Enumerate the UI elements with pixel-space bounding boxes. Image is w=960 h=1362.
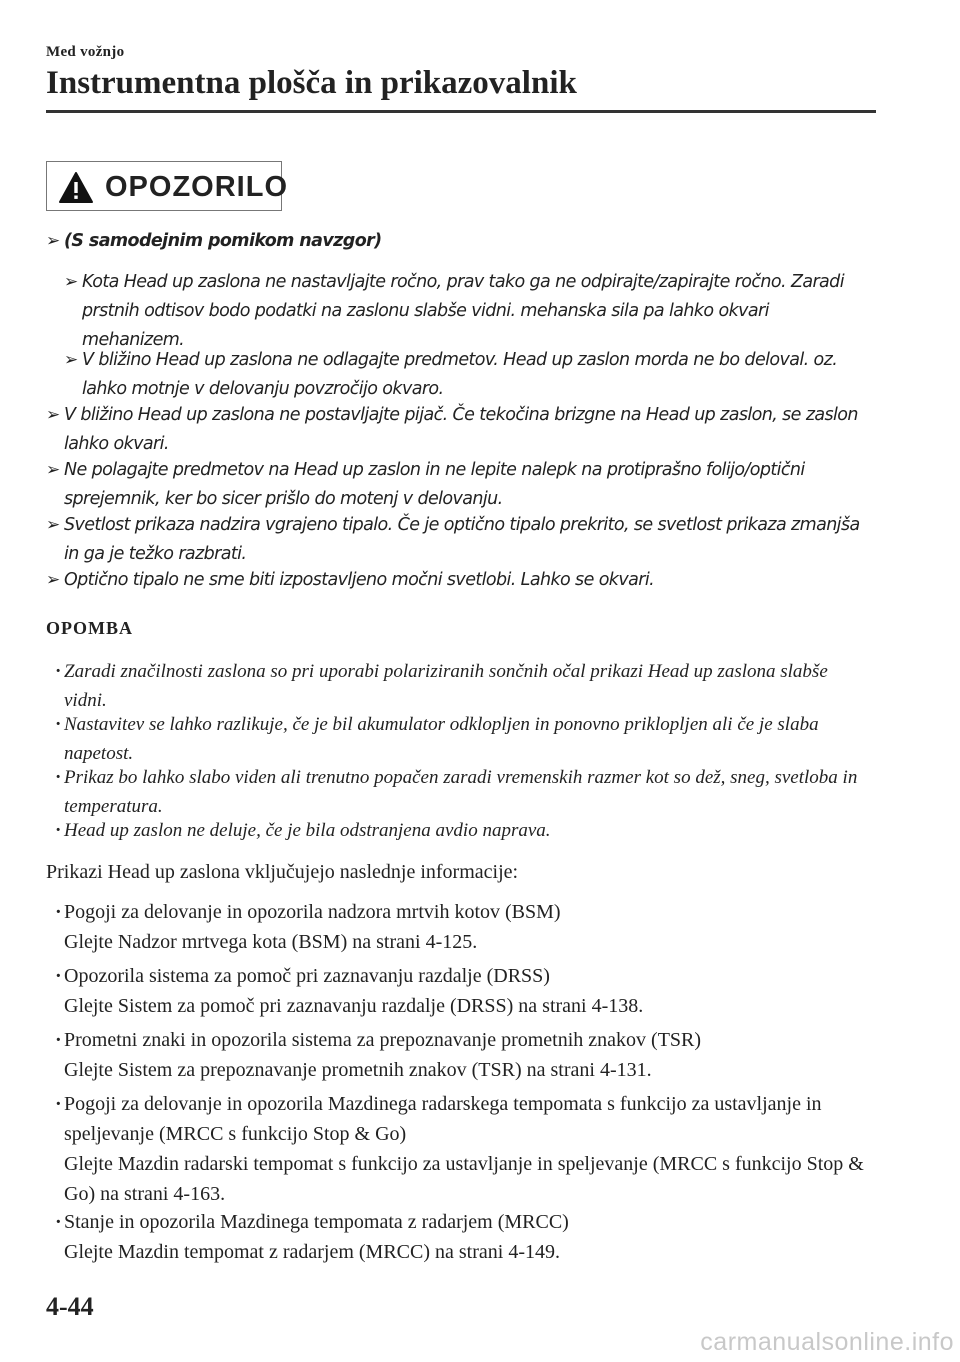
note-item: · Head up zaslon ne deluje, če je bila odstranjena avdio naprava.: [55, 820, 551, 841]
arrow-bullet-icon: ➢: [46, 460, 60, 480]
note-item: · Prikaz bo lahko slabo viden ali trenutno popačen zaradi vremenskih razmer kot so dež, sneg, svetloba in temperatura.: [55, 767, 858, 817]
info-item-description: Pogoji za delovanje in opozorila Mazdinega radarskega tempomata s funkcijo za ustavljanje in speljevanje (MRCC s funkcijo Stop & Go): [64, 1093, 822, 1145]
info-list-item: · Pogoji za delovanje in opozorila Mazdinega radarskega tempomata s funkcijo za ustavljanje in speljevanje (MRCC s funkcijo Stop & Go) Glejte Mazdin radarski tempomat s funkcijo za ustavljanje in speljevanje (MRCC s funkcijo Stop & Go) na strani 4-163.: [46, 1089, 866, 1209]
warning-item: ➢ V bližino Head up zaslona ne postavljajte pijač. Če tekočina brizgne na Head up zaslon, se zaslon lahko okvari.: [46, 401, 870, 459]
page-number: 4-44: [46, 1292, 94, 1321]
arrow-bullet-icon: ➢: [46, 231, 60, 251]
info-item-description: Stanje in opozorila Mazdinega tempomata z radarjem (MRCC): [64, 1211, 569, 1233]
watermark: carmanualsonline.info: [700, 1328, 954, 1356]
page-title: Instrumentna plošča in prikazovalnik: [46, 65, 577, 101]
info-item-description: Pogoji za delovanje in opozorila nadzora mrtvih kotov (BSM): [64, 901, 561, 923]
warning-item: ➢ Optično tipalo ne sme biti izpostavljeno močni svetlobi. Lahko se okvari.: [46, 566, 870, 595]
warning-item: ➢ Ne polagajte predmetov na Head up zaslon in ne lepite nalepk na protiprašno folijo/optični sprejemnik, ker bo sicer prišlo do motenj v delovanju.: [46, 456, 870, 514]
info-item-reference: Glejte Sistem za prepoznavanje prometnih znakov (TSR) na strani 4-131.: [64, 1059, 652, 1081]
arrow-bullet-icon: ➢: [46, 570, 60, 590]
info-item-description: Prometni znaki in opozorila sistema za prepoznavanje prometnih znakov (TSR): [64, 1029, 702, 1051]
info-item-reference: Glejte Sistem za pomoč pri zaznavanju razdalje (DRSS) na strani 4-138.: [64, 995, 644, 1017]
warning-item: ➢ Svetlost prikaza nadzira vgrajeno tipalo. Če je optično tipalo prekrito, se svetlost prikaza zmanjša in ga je težko razbrati.: [46, 511, 870, 569]
warning-subitem: ➢ Kota Head up zaslona ne nastavljajte ročno, prav tako ga ne odpirajte/zapirajte ročno. Zaradi prstnih odtisov bodo podatki na zaslonu slabše vidni. mehanska sila pa lahko okvari mehanizem.: [64, 268, 870, 355]
note-item: · Zaradi značilnosti zaslona so pri uporabi polariziranih sončnih očal prikazi Head up zaslona slabše vidni.: [55, 661, 828, 711]
arrow-bullet-icon: ➢: [46, 405, 60, 425]
info-item-reference: Glejte Nadzor mrtvega kota (BSM) na strani 4-125.: [64, 931, 478, 953]
info-item-reference: Glejte Mazdin radarski tempomat s funkcijo za ustavljanje in speljevanje (MRCC s funkcijo Stop & Go) na strani 4-163.: [64, 1153, 864, 1205]
warning-heading: ➢ (S samodejnim pomikom navzgor): [46, 227, 866, 256]
info-item-description: Opozorila sistema za pomoč pri zaznavanju razdalje (DRSS): [64, 965, 550, 987]
section-label: Med vožnjo: [46, 44, 125, 60]
arrow-bullet-icon: ➢: [46, 515, 60, 535]
info-list-item: · Prometni znaki in opozorila sistema za prepoznavanje prometnih znakov (TSR) Glejte Sistem za prepoznavanje prometnih znakov (TSR) na strani 4-131.: [46, 1025, 866, 1085]
note-heading: OPOMBA: [46, 618, 133, 638]
warning-triangle-icon: [58, 171, 94, 204]
warning-label: OPOZORILO: [105, 171, 288, 203]
arrow-bullet-icon: ➢: [64, 350, 78, 370]
arrow-bullet-icon: ➢: [64, 272, 78, 292]
note-item: · Nastavitev se lahko razlikuje, če je bil akumulator odklopljen in ponovno priklopljen ali če je slaba napetost.: [55, 714, 819, 764]
warning-subitem: ➢ V bližino Head up zaslona ne odlagajte predmetov. Head up zaslon morda ne bo deloval. oz. lahko motnje v delovanju povzročijo okvaro.: [64, 346, 870, 404]
intro-text: Prikazi Head up zaslona vključujejo naslednje informacije:: [46, 861, 519, 883]
title-rule: [46, 110, 876, 113]
info-list-item: · Pogoji za delovanje in opozorila nadzora mrtvih kotov (BSM) Glejte Nadzor mrtvega kota (BSM) na strani 4-125.: [46, 897, 866, 957]
warning-box: [46, 161, 288, 211]
info-item-reference: Glejte Mazdin tempomat z radarjem (MRCC) na strani 4-149.: [64, 1241, 560, 1263]
info-list-item: · Opozorila sistema za pomoč pri zaznavanju razdalje (DRSS) Glejte Sistem za pomoč pri zaznavanju razdalje (DRSS) na strani 4-138.: [46, 961, 866, 1021]
info-list-item: · Stanje in opozorila Mazdinega tempomata z radarjem (MRCC) Glejte Mazdin tempomat z radarjem (MRCC) na strani 4-149.: [46, 1207, 866, 1267]
